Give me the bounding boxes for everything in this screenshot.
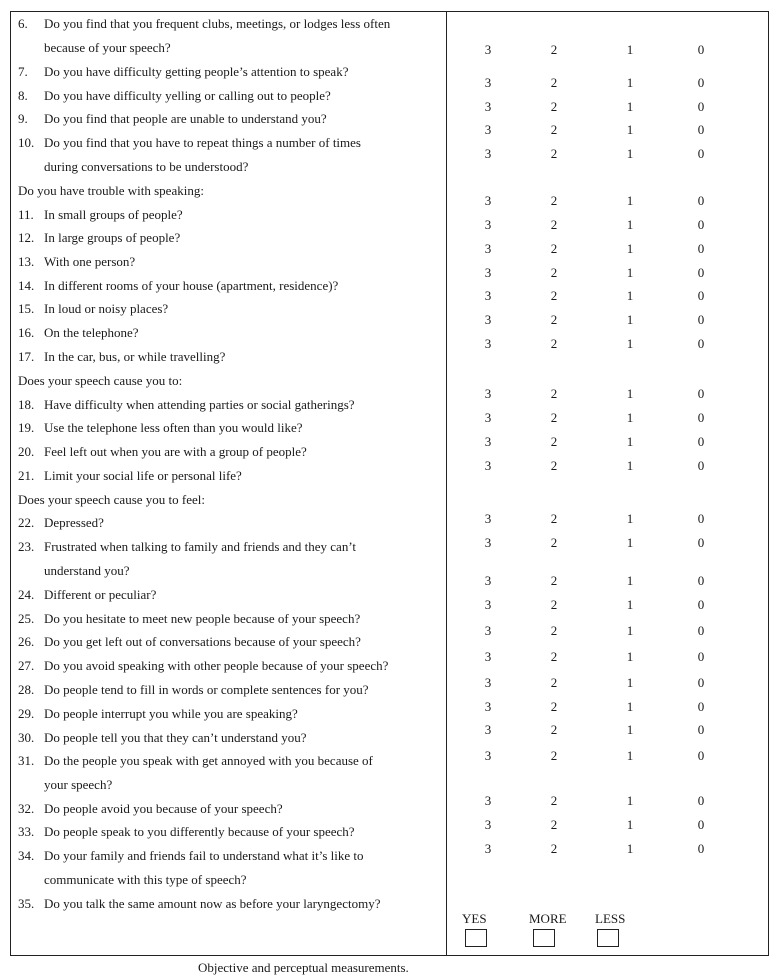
question-number: 32. bbox=[18, 801, 35, 816]
question-text: Do you talk the same amount now as before your laryngectomy? bbox=[44, 896, 381, 911]
score-option-0[interactable]: 0 bbox=[697, 75, 705, 90]
question-text: Different or peculiar? bbox=[44, 587, 157, 602]
score-option-1[interactable]: 1 bbox=[626, 75, 634, 90]
question-text: Have difficulty when attending parties or social gatherings? bbox=[44, 397, 355, 412]
question-text: Do the people you speak with get annoyed with you because of bbox=[44, 753, 373, 768]
score-option-3[interactable]: 3 bbox=[484, 793, 492, 808]
question-number: 14. bbox=[18, 278, 35, 293]
score-option-0[interactable]: 0 bbox=[697, 649, 705, 664]
question-number: 24. bbox=[18, 587, 35, 602]
question-item bbox=[18, 420, 438, 436]
score-option-2[interactable]: 2 bbox=[550, 817, 558, 832]
question-item bbox=[18, 88, 438, 104]
score-option-1[interactable]: 1 bbox=[626, 623, 634, 638]
score-option-3[interactable]: 3 bbox=[484, 410, 492, 425]
question-item bbox=[18, 468, 438, 484]
score-option-1[interactable]: 1 bbox=[626, 288, 634, 303]
score-option-2[interactable]: 2 bbox=[550, 434, 558, 449]
question-item bbox=[18, 753, 438, 793]
question-number: 9. bbox=[18, 111, 28, 126]
question-item bbox=[18, 706, 438, 722]
score-option-0[interactable]: 0 bbox=[697, 623, 705, 638]
question-text: On the telephone? bbox=[44, 325, 139, 340]
score-option-3[interactable]: 3 bbox=[484, 573, 492, 588]
question-text-continued: communicate with this type of speech? bbox=[44, 872, 247, 887]
question-text: Depressed? bbox=[44, 515, 104, 530]
question-number: 27. bbox=[18, 658, 35, 673]
score-option-3[interactable]: 3 bbox=[484, 748, 492, 763]
score-option-0[interactable]: 0 bbox=[697, 122, 705, 137]
score-option-2[interactable]: 2 bbox=[550, 241, 558, 256]
question-number: 19. bbox=[18, 420, 35, 435]
score-option-2[interactable]: 2 bbox=[550, 841, 558, 856]
question-text: Do you have difficulty getting people’s attention to speak? bbox=[44, 64, 349, 79]
question-item bbox=[18, 325, 438, 341]
question-item bbox=[18, 230, 438, 246]
score-option-3[interactable]: 3 bbox=[484, 265, 492, 280]
question-number: 12. bbox=[18, 230, 35, 245]
score-option-3[interactable]: 3 bbox=[484, 75, 492, 90]
question-number: 30. bbox=[18, 730, 35, 745]
section-header: Does your speech cause you to feel: bbox=[18, 492, 205, 507]
question-number: 6. bbox=[18, 16, 28, 31]
question-text-continued: your speech? bbox=[44, 777, 113, 792]
question-text: Use the telephone less often than you would like? bbox=[44, 420, 303, 435]
score-option-2[interactable]: 2 bbox=[550, 312, 558, 327]
question-text: In large groups of people? bbox=[44, 230, 181, 245]
question-number: 8. bbox=[18, 88, 28, 103]
score-option-2[interactable]: 2 bbox=[550, 217, 558, 232]
question-text: Do your family and friends fail to understand what it’s like to bbox=[44, 848, 364, 863]
score-option-2[interactable]: 2 bbox=[550, 288, 558, 303]
score-option-0[interactable]: 0 bbox=[697, 217, 705, 232]
score-option-1[interactable]: 1 bbox=[626, 511, 634, 526]
score-option-3[interactable]: 3 bbox=[484, 535, 492, 550]
question-text: Do you hesitate to meet new people because of your speech? bbox=[44, 611, 361, 626]
question-number: 18. bbox=[18, 397, 35, 412]
question-number: 23. bbox=[18, 539, 35, 554]
score-option-1[interactable]: 1 bbox=[626, 99, 634, 114]
score-option-1[interactable]: 1 bbox=[626, 265, 634, 280]
score-option-0[interactable]: 0 bbox=[697, 722, 705, 737]
score-option-3[interactable]: 3 bbox=[484, 841, 492, 856]
question-number: 16. bbox=[18, 325, 35, 340]
score-option-1[interactable]: 1 bbox=[626, 42, 634, 57]
score-option-2[interactable]: 2 bbox=[550, 410, 558, 425]
score-option-2[interactable]: 2 bbox=[550, 722, 558, 737]
score-option-3[interactable]: 3 bbox=[484, 42, 492, 57]
question-item bbox=[18, 349, 438, 365]
score-option-0[interactable]: 0 bbox=[697, 288, 705, 303]
score-option-1[interactable]: 1 bbox=[626, 410, 634, 425]
score-option-2[interactable]: 2 bbox=[550, 146, 558, 161]
score-option-0[interactable]: 0 bbox=[697, 675, 705, 690]
section-header: Do you have trouble with speaking: bbox=[18, 183, 204, 198]
score-option-1[interactable]: 1 bbox=[626, 793, 634, 808]
question-number: 13. bbox=[18, 254, 35, 269]
score-option-0[interactable]: 0 bbox=[697, 312, 705, 327]
score-option-3[interactable]: 3 bbox=[484, 597, 492, 612]
question-item bbox=[18, 64, 438, 80]
question-item bbox=[18, 848, 438, 888]
score-option-0[interactable]: 0 bbox=[697, 42, 705, 57]
question-text: Feel left out when you are with a group of people? bbox=[44, 444, 307, 459]
score-option-0[interactable]: 0 bbox=[697, 336, 705, 351]
score-option-3[interactable]: 3 bbox=[484, 699, 492, 714]
score-option-2[interactable]: 2 bbox=[550, 193, 558, 208]
question-text: Limit your social life or personal life? bbox=[44, 468, 242, 483]
question-text: Do you find that you have to repeat things a number of times bbox=[44, 135, 361, 150]
checkbox-less[interactable] bbox=[597, 929, 619, 947]
answer-label-less: LESS bbox=[595, 911, 626, 926]
score-option-0[interactable]: 0 bbox=[697, 193, 705, 208]
question-item bbox=[18, 634, 438, 650]
question-item bbox=[18, 254, 438, 270]
question-number: 15. bbox=[18, 301, 35, 316]
question-text: Do you find that people are unable to understand you? bbox=[44, 111, 327, 126]
score-option-3[interactable]: 3 bbox=[484, 434, 492, 449]
score-option-0[interactable]: 0 bbox=[697, 241, 705, 256]
question-item bbox=[18, 611, 438, 627]
score-option-3[interactable]: 3 bbox=[484, 146, 492, 161]
score-option-1[interactable]: 1 bbox=[626, 649, 634, 664]
score-option-1[interactable]: 1 bbox=[626, 312, 634, 327]
question-text: Do people interrupt you while you are speaking? bbox=[44, 706, 298, 721]
score-option-0[interactable]: 0 bbox=[697, 511, 705, 526]
score-option-1[interactable]: 1 bbox=[626, 146, 634, 161]
score-option-0[interactable]: 0 bbox=[697, 573, 705, 588]
question-item bbox=[18, 444, 438, 460]
score-option-3[interactable]: 3 bbox=[484, 193, 492, 208]
score-option-2[interactable]: 2 bbox=[550, 265, 558, 280]
question-item bbox=[18, 658, 438, 674]
question-text: Do people speak to you differently because of your speech? bbox=[44, 824, 355, 839]
score-option-1[interactable]: 1 bbox=[626, 699, 634, 714]
question-number: 33. bbox=[18, 824, 35, 839]
question-item bbox=[18, 111, 438, 127]
question-text: With one person? bbox=[44, 254, 136, 269]
question-item bbox=[18, 896, 438, 912]
question-item bbox=[18, 207, 438, 223]
question-text: In the car, bus, or while travelling? bbox=[44, 349, 226, 364]
score-option-2[interactable]: 2 bbox=[550, 623, 558, 638]
score-option-0[interactable]: 0 bbox=[697, 265, 705, 280]
question-text: Do people tend to fill in words or complete sentences for you? bbox=[44, 682, 369, 697]
score-option-2[interactable]: 2 bbox=[550, 386, 558, 401]
score-option-2[interactable]: 2 bbox=[550, 573, 558, 588]
score-option-3[interactable]: 3 bbox=[484, 458, 492, 473]
score-option-0[interactable]: 0 bbox=[697, 793, 705, 808]
score-option-3[interactable]: 3 bbox=[484, 511, 492, 526]
score-option-2[interactable]: 2 bbox=[550, 42, 558, 57]
question-text: In loud or noisy places? bbox=[44, 301, 169, 316]
score-option-3[interactable]: 3 bbox=[484, 649, 492, 664]
score-option-1[interactable]: 1 bbox=[626, 217, 634, 232]
question-number: 25. bbox=[18, 611, 35, 626]
question-item bbox=[18, 730, 438, 746]
question-text-continued: because of your speech? bbox=[44, 40, 171, 55]
question-number: 22. bbox=[18, 515, 35, 530]
score-option-1[interactable]: 1 bbox=[626, 722, 634, 737]
question-text: Do you get left out of conversations because of your speech? bbox=[44, 634, 361, 649]
score-option-0[interactable]: 0 bbox=[697, 146, 705, 161]
question-text: Frustrated when talking to family and friends and they can’t bbox=[44, 539, 357, 554]
score-option-2[interactable]: 2 bbox=[550, 649, 558, 664]
score-option-1[interactable]: 1 bbox=[626, 597, 634, 612]
answer-label-more: MORE bbox=[529, 911, 567, 926]
checkbox-yes[interactable] bbox=[465, 929, 487, 947]
question-item bbox=[18, 824, 438, 840]
score-option-2[interactable]: 2 bbox=[550, 535, 558, 550]
score-option-2[interactable]: 2 bbox=[550, 597, 558, 612]
score-option-1[interactable]: 1 bbox=[626, 573, 634, 588]
question-item bbox=[18, 278, 438, 294]
question-text: In different rooms of your house (apartment, residence)? bbox=[44, 278, 339, 293]
question-item bbox=[18, 397, 438, 413]
score-option-2[interactable]: 2 bbox=[550, 336, 558, 351]
score-option-3[interactable]: 3 bbox=[484, 675, 492, 690]
score-option-0[interactable]: 0 bbox=[697, 597, 705, 612]
score-option-3[interactable]: 3 bbox=[484, 122, 492, 137]
score-option-2[interactable]: 2 bbox=[550, 122, 558, 137]
question-number: 34. bbox=[18, 848, 35, 863]
score-option-3[interactable]: 3 bbox=[484, 817, 492, 832]
score-option-3[interactable]: 3 bbox=[484, 722, 492, 737]
answer-label-yes: YES bbox=[462, 911, 487, 926]
section-header: Does your speech cause you to: bbox=[18, 373, 183, 388]
score-option-0[interactable]: 0 bbox=[697, 410, 705, 425]
question-text: Do you have difficulty yelling or calling out to people? bbox=[44, 88, 331, 103]
question-item bbox=[18, 135, 438, 175]
score-option-1[interactable]: 1 bbox=[626, 193, 634, 208]
question-item bbox=[18, 301, 438, 317]
score-option-3[interactable]: 3 bbox=[484, 288, 492, 303]
score-option-3[interactable]: 3 bbox=[484, 623, 492, 638]
question-number: 26. bbox=[18, 634, 35, 649]
score-option-0[interactable]: 0 bbox=[697, 386, 705, 401]
score-option-0[interactable]: 0 bbox=[697, 748, 705, 763]
question-text: Do people tell you that they can’t understand you? bbox=[44, 730, 307, 745]
score-option-3[interactable]: 3 bbox=[484, 312, 492, 327]
score-option-1[interactable]: 1 bbox=[626, 434, 634, 449]
score-option-0[interactable]: 0 bbox=[697, 535, 705, 550]
question-text: Do you find that you frequent clubs, meetings, or lodges less often bbox=[44, 16, 391, 31]
score-option-1[interactable]: 1 bbox=[626, 386, 634, 401]
score-option-1[interactable]: 1 bbox=[626, 748, 634, 763]
question-item bbox=[18, 515, 438, 531]
question-text-continued: during conversations to be understood? bbox=[44, 159, 249, 174]
score-option-0[interactable]: 0 bbox=[697, 699, 705, 714]
question-item bbox=[18, 16, 438, 56]
question-number: 17. bbox=[18, 349, 35, 364]
score-option-0[interactable]: 0 bbox=[697, 841, 705, 856]
score-option-3[interactable]: 3 bbox=[484, 241, 492, 256]
score-option-1[interactable]: 1 bbox=[626, 458, 634, 473]
score-option-0[interactable]: 0 bbox=[697, 458, 705, 473]
score-option-0[interactable]: 0 bbox=[697, 434, 705, 449]
score-option-1[interactable]: 1 bbox=[626, 535, 634, 550]
score-option-2[interactable]: 2 bbox=[550, 458, 558, 473]
score-option-3[interactable]: 3 bbox=[484, 217, 492, 232]
score-option-3[interactable]: 3 bbox=[484, 336, 492, 351]
score-option-2[interactable]: 2 bbox=[550, 699, 558, 714]
score-option-3[interactable]: 3 bbox=[484, 99, 492, 114]
checkbox-more[interactable] bbox=[533, 929, 555, 947]
score-option-2[interactable]: 2 bbox=[550, 75, 558, 90]
score-option-1[interactable]: 1 bbox=[626, 336, 634, 351]
column-divider bbox=[446, 11, 447, 956]
score-option-2[interactable]: 2 bbox=[550, 748, 558, 763]
score-option-2[interactable]: 2 bbox=[550, 793, 558, 808]
score-option-1[interactable]: 1 bbox=[626, 817, 634, 832]
score-option-1[interactable]: 1 bbox=[626, 122, 634, 137]
question-number: 10. bbox=[18, 135, 35, 150]
score-option-1[interactable]: 1 bbox=[626, 841, 634, 856]
score-option-2[interactable]: 2 bbox=[550, 675, 558, 690]
question-number: 20. bbox=[18, 444, 35, 459]
question-text: Do you avoid speaking with other people because of your speech? bbox=[44, 658, 389, 673]
question-text-continued: understand you? bbox=[44, 563, 130, 578]
question-text: In small groups of people? bbox=[44, 207, 183, 222]
score-option-2[interactable]: 2 bbox=[550, 99, 558, 114]
question-number: 7. bbox=[18, 64, 28, 79]
question-item bbox=[18, 682, 438, 698]
question-item bbox=[18, 801, 438, 817]
score-option-1[interactable]: 1 bbox=[626, 241, 634, 256]
question-text: Do people avoid you because of your speech? bbox=[44, 801, 283, 816]
score-option-0[interactable]: 0 bbox=[697, 99, 705, 114]
question-number: 28. bbox=[18, 682, 35, 697]
question-item bbox=[18, 539, 438, 579]
score-option-3[interactable]: 3 bbox=[484, 386, 492, 401]
score-option-1[interactable]: 1 bbox=[626, 675, 634, 690]
question-number: 11. bbox=[18, 207, 34, 222]
question-item bbox=[18, 587, 438, 603]
score-option-2[interactable]: 2 bbox=[550, 511, 558, 526]
question-number: 35. bbox=[18, 896, 35, 911]
score-option-0[interactable]: 0 bbox=[697, 817, 705, 832]
question-number: 31. bbox=[18, 753, 35, 768]
figure-caption: Objective and perceptual measurements. bbox=[198, 960, 409, 975]
question-number: 29. bbox=[18, 706, 35, 721]
question-number: 21. bbox=[18, 468, 35, 483]
